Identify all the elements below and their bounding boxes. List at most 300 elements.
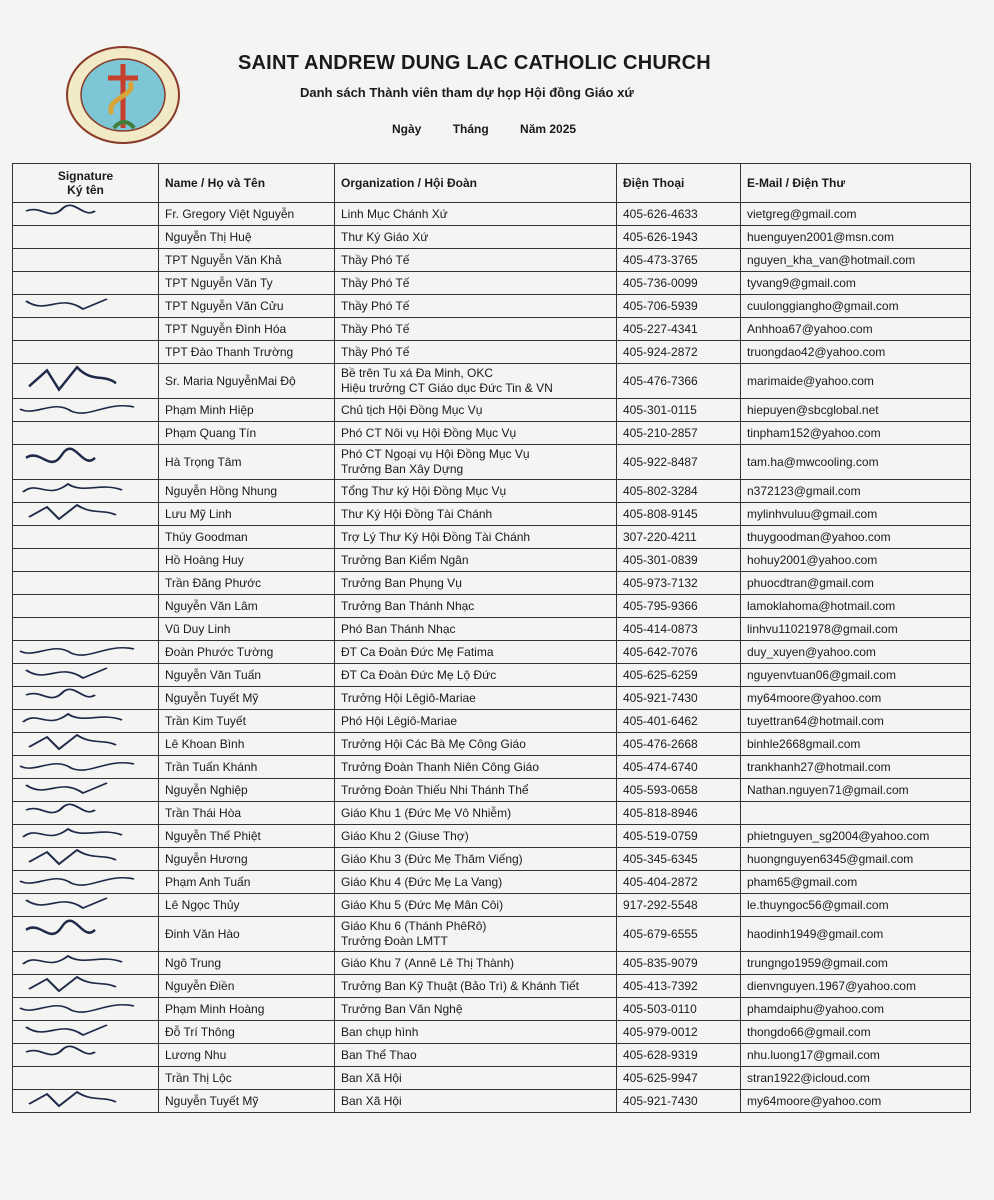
document-title: SAINT ANDREW DUNG LAC CATHOLIC CHURCH (238, 52, 711, 74)
member-organization (335, 203, 617, 226)
member-name: Nguyễn Văn Lâm (159, 595, 335, 618)
table-row (13, 1021, 971, 1044)
signature-cell (13, 825, 159, 848)
member-email: trankhanh27@hotmail.com (741, 756, 971, 779)
signature-cell (13, 802, 159, 825)
handwritten-signature (17, 641, 137, 661)
member-organization (335, 572, 617, 595)
organization-line: Trưởng Hội Lêgiô-Mariae (341, 691, 476, 705)
member-email: phietnguyen_sg2004@yahoo.com (741, 825, 971, 848)
member-name: Phạm Minh Hoàng (159, 998, 335, 1021)
member-organization (335, 503, 617, 526)
signature-cell (13, 572, 159, 595)
signature-cell (13, 641, 159, 664)
organization-line: Thầy Phó Tế (341, 299, 410, 313)
member-name: Lê Ngọc Thủy (159, 894, 335, 917)
member-name: Ngô Trung (159, 952, 335, 975)
organization-line-2: Trưởng Đoàn LMTT (341, 934, 448, 948)
signature-cell (13, 710, 159, 733)
handwritten-signature (17, 917, 137, 949)
member-email: binhle2668gmail.com (741, 733, 971, 756)
signature-cell (13, 249, 159, 272)
date-year-label: Năm 2025 (520, 122, 577, 136)
member-organization (335, 445, 617, 480)
member-phone: 405-921-7430 (617, 687, 741, 710)
table-row (13, 203, 971, 226)
signature-cell (13, 480, 159, 503)
member-phone: 405-625-6259 (617, 664, 741, 687)
member-organization (335, 917, 617, 952)
handwritten-signature (17, 756, 137, 776)
member-phone: 405-210-2857 (617, 422, 741, 445)
member-email: le.thuyngoc56@gmail.com (741, 894, 971, 917)
member-phone: 405-227-4341 (617, 318, 741, 341)
member-organization (335, 756, 617, 779)
member-organization (335, 802, 617, 825)
member-phone: 405-474-6740 (617, 756, 741, 779)
signature-cell (13, 341, 159, 364)
handwritten-signature (17, 664, 137, 684)
organization-line: Trưởng Ban Văn Nghệ (341, 1002, 463, 1016)
member-name: Phạm Anh Tuấn (159, 871, 335, 894)
table-row (13, 272, 971, 295)
organization-line: Phó CT Ngoại vụ Hội Đồng Mục Vụ (341, 447, 530, 461)
table-row (13, 1090, 971, 1113)
table-row (13, 341, 971, 364)
signature-cell (13, 998, 159, 1021)
member-organization (335, 480, 617, 503)
organization-line: Trưởng Ban Phụng Vụ (341, 576, 462, 590)
table-row (13, 664, 971, 687)
organization-line: Ban Xã Hội (341, 1094, 402, 1108)
document-subtitle: Danh sách Thành viên tham dự họp Hội đồng Giáo xứ (300, 85, 634, 100)
member-name: Nguyễn Nghiệp (159, 779, 335, 802)
member-name: TPT Nguyễn Văn Cửu (159, 295, 335, 318)
member-phone: 405-835-9079 (617, 952, 741, 975)
phone-header: Điện Thoại (617, 164, 741, 203)
member-name: TPT Đào Thanh Trường (159, 341, 335, 364)
member-name: Hà Trọng Tâm (159, 445, 335, 480)
member-email: thuygoodman@yahoo.com (741, 526, 971, 549)
member-email: nhu.luong17@gmail.com (741, 1044, 971, 1067)
organization-line: Thầy Phó Tế (341, 276, 410, 290)
member-organization (335, 1090, 617, 1113)
member-organization (335, 952, 617, 975)
organization-line: Giáo Khu 3 (Đức Mẹ Thăm Viếng) (341, 852, 523, 866)
member-phone: 405-979-0012 (617, 1021, 741, 1044)
organization-line: Trưởng Ban Kiểm Ngân (341, 553, 469, 567)
member-email: tam.ha@mwcooling.com (741, 445, 971, 480)
member-name: Vũ Duy Linh (159, 618, 335, 641)
member-name: Phạm Minh Hiệp (159, 399, 335, 422)
table-row (13, 445, 971, 480)
signature-cell (13, 687, 159, 710)
org-header: Organization / Hội Đoàn (335, 164, 617, 203)
handwritten-signature (17, 364, 137, 396)
signature-cell (13, 399, 159, 422)
member-email: duy_xuyen@yahoo.com (741, 641, 971, 664)
member-organization (335, 664, 617, 687)
handwritten-signature (17, 480, 137, 500)
member-email: huongnguyen6345@gmail.com (741, 848, 971, 871)
organization-line: Thư Ký Hội Đồng Tài Chánh (341, 507, 493, 521)
member-email: haodinh1949@gmail.com (741, 917, 971, 952)
handwritten-signature (17, 825, 137, 845)
signature-cell (13, 917, 159, 952)
member-email: phuocdtran@gmail.com (741, 572, 971, 595)
table-row (13, 802, 971, 825)
member-phone: 405-818-8946 (617, 802, 741, 825)
member-email: lamoklahoma@hotmail.com (741, 595, 971, 618)
signature-header-label-vi: Ký tên (67, 183, 104, 197)
member-name: Trần Thái Hòa (159, 802, 335, 825)
member-email: n372123@gmail.com (741, 480, 971, 503)
handwritten-signature (17, 399, 137, 419)
signature-header (13, 164, 159, 203)
member-phone: 405-301-0839 (617, 549, 741, 572)
member-phone: 405-808-9145 (617, 503, 741, 526)
table-row (13, 618, 971, 641)
member-name: Thúy Goodman (159, 526, 335, 549)
member-organization (335, 1021, 617, 1044)
handwritten-signature (17, 998, 137, 1018)
member-organization (335, 1044, 617, 1067)
table-row (13, 595, 971, 618)
signature-header-label: Signature (57, 169, 114, 183)
handwritten-signature (17, 445, 137, 477)
organization-line: Trưởng Ban Thánh Nhạc (341, 599, 475, 613)
table-row (13, 399, 971, 422)
handwritten-signature (17, 687, 137, 707)
member-email: stran1922@icloud.com (741, 1067, 971, 1090)
organization-line: Giáo Khu 4 (Đức Mẹ La Vang) (341, 875, 503, 889)
member-organization (335, 894, 617, 917)
organization-line: Thư Ký Giáo Xứ (341, 230, 429, 244)
member-organization (335, 595, 617, 618)
table-row (13, 975, 971, 998)
handwritten-signature (17, 733, 137, 753)
organization-line: Giáo Khu 2 (Giuse Thợ) (341, 829, 469, 843)
member-name: Trần Tuấn Khánh (159, 756, 335, 779)
table-row (13, 318, 971, 341)
table-row (13, 998, 971, 1021)
date-day-label: Ngày (392, 122, 422, 136)
organization-line-2: Hiệu trưởng CT Giáo dục Đức Tin & VN (341, 381, 553, 395)
table-row (13, 422, 971, 445)
member-email: my64moore@yahoo.com (741, 687, 971, 710)
organization-line: Bề trên Tu xá Đa Minh, OKC (341, 366, 494, 380)
table-row (13, 503, 971, 526)
handwritten-signature (17, 871, 137, 891)
member-organization (335, 422, 617, 445)
member-phone: 405-706-5939 (617, 295, 741, 318)
member-email: tuyettran64@hotmail.com (741, 710, 971, 733)
organization-line: Giáo Khu 6 (Thánh PhêRô) (341, 919, 487, 933)
organization-line: Trưởng Ban Kỹ Thuật (Bảo Trì) & Khánh Tiết (341, 979, 580, 993)
member-name: Fr. Gregory Việt Nguyễn (159, 203, 335, 226)
member-organization (335, 1067, 617, 1090)
table-row (13, 894, 971, 917)
table-row (13, 917, 971, 952)
table-row (13, 249, 971, 272)
signature-cell (13, 756, 159, 779)
handwritten-signature (17, 848, 137, 868)
signature-cell (13, 203, 159, 226)
member-name: Sr. Maria NguyễnMai Độ (159, 364, 335, 399)
member-name: Nguyễn Hồng Nhung (159, 480, 335, 503)
member-organization (335, 733, 617, 756)
member-name: Nguyễn Thị Huệ (159, 226, 335, 249)
table-row (13, 1044, 971, 1067)
member-email: marimaide@yahoo.com (741, 364, 971, 399)
member-phone: 405-626-4633 (617, 203, 741, 226)
member-organization (335, 998, 617, 1021)
signature-cell (13, 422, 159, 445)
member-phone: 405-625-9947 (617, 1067, 741, 1090)
member-email: phamdaiphu@yahoo.com (741, 998, 971, 1021)
member-phone: 405-301-0115 (617, 399, 741, 422)
member-organization (335, 226, 617, 249)
table-row (13, 295, 971, 318)
member-name: TPT Nguyễn Đình Hóa (159, 318, 335, 341)
member-email: pham65@gmail.com (741, 871, 971, 894)
member-organization (335, 710, 617, 733)
member-phone: 405-626-1943 (617, 226, 741, 249)
signature-cell (13, 272, 159, 295)
name-header: Name / Họ và Tên (159, 164, 335, 203)
member-phone: 405-921-7430 (617, 1090, 741, 1113)
email-header: E-Mail / Điện Thư (741, 164, 971, 203)
table-row (13, 364, 971, 399)
organization-line: Trợ Lý Thư Ký Hội Đồng Tài Chánh (341, 530, 531, 544)
organization-line-2: Trưởng Ban Xây Dựng (341, 462, 464, 476)
member-phone: 405-802-3284 (617, 480, 741, 503)
member-name: Trần Thị Lộc (159, 1067, 335, 1090)
table-row (13, 1067, 971, 1090)
member-organization (335, 272, 617, 295)
member-name: Nguyễn Hương (159, 848, 335, 871)
organization-line: Giáo Khu 7 (Annê Lê Thị Thành) (341, 956, 515, 970)
organization-line: Linh Mục Chánh Xứ (341, 207, 448, 221)
handwritten-signature (17, 1090, 137, 1110)
signature-cell (13, 1044, 159, 1067)
organization-line: Thầy Phó Tế (341, 345, 410, 359)
member-organization (335, 825, 617, 848)
member-phone: 307-220-4211 (617, 526, 741, 549)
member-phone: 405-413-7392 (617, 975, 741, 998)
signature-cell (13, 318, 159, 341)
member-phone: 405-401-6462 (617, 710, 741, 733)
date-month-label: Tháng (452, 122, 489, 136)
table-row (13, 733, 971, 756)
table-row (13, 572, 971, 595)
organization-line: Phó Hội Lêgiô-Mariae (341, 714, 458, 728)
signature-cell (13, 595, 159, 618)
member-organization (335, 399, 617, 422)
member-email: mylinhvuluu@gmail.com (741, 503, 971, 526)
signature-cell (13, 733, 159, 756)
member-name: Lưu Mỹ Linh (159, 503, 335, 526)
member-phone: 405-628-9319 (617, 1044, 741, 1067)
signature-cell (13, 952, 159, 975)
member-phone: 405-924-2872 (617, 341, 741, 364)
table-row (13, 641, 971, 664)
member-email: cuulonggiangho@gmail.com (741, 295, 971, 318)
table-header-row (13, 164, 971, 203)
table-body (13, 203, 971, 1113)
member-phone: 405-473-3765 (617, 249, 741, 272)
signature-cell (13, 975, 159, 998)
member-phone: 405-922-8487 (617, 445, 741, 480)
handwritten-signature (17, 503, 137, 523)
handwritten-signature (17, 802, 137, 822)
member-email: tinpham152@yahoo.com (741, 422, 971, 445)
member-phone: 405-736-0099 (617, 272, 741, 295)
organization-line: Ban Xã Hội (341, 1071, 402, 1085)
signature-cell (13, 779, 159, 802)
signature-cell (13, 1021, 159, 1044)
member-organization (335, 618, 617, 641)
table-row (13, 848, 971, 871)
handwritten-signature (17, 1044, 137, 1064)
member-email: dienvnguyen.1967@yahoo.com (741, 975, 971, 998)
attendance-table (12, 163, 971, 1113)
handwritten-signature (17, 952, 137, 972)
table-row (13, 952, 971, 975)
member-phone: 405-973-7132 (617, 572, 741, 595)
organization-line: Thầy Phó Tế (341, 253, 410, 267)
member-phone: 917-292-5548 (617, 894, 741, 917)
handwritten-signature (17, 894, 137, 914)
handwritten-signature (17, 779, 137, 799)
member-phone: 405-795-9366 (617, 595, 741, 618)
organization-line: Trưởng Đoàn Thanh Niên Công Giáo (341, 760, 540, 774)
member-phone: 405-404-2872 (617, 871, 741, 894)
organization-line: ĐT Ca Đoàn Đức Mẹ Fatima (341, 645, 494, 659)
organization-line: Giáo Khu 1 (Đức Mẹ Vô Nhiễm) (341, 806, 512, 820)
table-row (13, 756, 971, 779)
organization-line: Ban chụp hình (341, 1025, 419, 1039)
member-email: trungngo1959@gmail.com (741, 952, 971, 975)
member-name: Lê Khoan Bình (159, 733, 335, 756)
member-name: Nguyễn Tuyết Mỹ (159, 687, 335, 710)
organization-line: Thầy Phó Tế (341, 322, 410, 336)
handwritten-signature (17, 203, 137, 223)
organization-line: Chủ tịch Hội Đồng Mục Vụ (341, 403, 483, 417)
member-email: tyvang9@gmail.com (741, 272, 971, 295)
member-phone: 405-414-0873 (617, 618, 741, 641)
signature-cell (13, 295, 159, 318)
member-phone: 405-679-6555 (617, 917, 741, 952)
table-row (13, 825, 971, 848)
member-phone: 405-642-7076 (617, 641, 741, 664)
member-organization (335, 526, 617, 549)
table-row (13, 779, 971, 802)
member-name: Lương Nhu (159, 1044, 335, 1067)
member-name: Đinh Văn Hào (159, 917, 335, 952)
table-row (13, 871, 971, 894)
member-email: truongdao42@yahoo.com (741, 341, 971, 364)
organization-line: Trưởng Hội Các Bà Mẹ Công Giáo (341, 737, 526, 751)
handwritten-signature (17, 1021, 137, 1041)
member-name: Nguyễn Văn Tuấn (159, 664, 335, 687)
member-email: vietgreg@gmail.com (741, 203, 971, 226)
member-email: hohuy2001@yahoo.com (741, 549, 971, 572)
member-email: nguyen_kha_van@hotmail.com (741, 249, 971, 272)
member-organization (335, 687, 617, 710)
member-phone: 405-503-0110 (617, 998, 741, 1021)
signature-cell (13, 618, 159, 641)
table-row (13, 710, 971, 733)
member-phone: 405-345-6345 (617, 848, 741, 871)
table-row (13, 526, 971, 549)
organization-line: Tổng Thư ký Hội Đồng Mục Vụ (341, 484, 507, 498)
member-organization (335, 549, 617, 572)
member-name: Nguyễn Tuyết Mỹ (159, 1090, 335, 1113)
handwritten-signature (17, 295, 137, 315)
date-line (392, 122, 576, 136)
member-email: Anhhoa67@yahoo.com (741, 318, 971, 341)
signature-cell (13, 364, 159, 399)
member-organization (335, 364, 617, 399)
handwritten-signature (17, 975, 137, 995)
church-logo (64, 44, 182, 146)
signature-cell (13, 871, 159, 894)
member-name: Đỗ Trí Thông (159, 1021, 335, 1044)
signature-cell (13, 503, 159, 526)
signature-cell (13, 894, 159, 917)
member-name: TPT Nguyễn Văn Khả (159, 249, 335, 272)
member-email: my64moore@yahoo.com (741, 1090, 971, 1113)
signature-cell (13, 664, 159, 687)
signature-cell (13, 226, 159, 249)
member-name: Phạm Quang Tín (159, 422, 335, 445)
member-email: hiepuyen@sbcglobal.net (741, 399, 971, 422)
member-phone: 405-476-7366 (617, 364, 741, 399)
member-phone: 405-519-0759 (617, 825, 741, 848)
signature-cell (13, 526, 159, 549)
member-email: Nathan.nguyen71@gmail.com (741, 779, 971, 802)
member-email: thongdo66@gmail.com (741, 1021, 971, 1044)
member-name: Nguyễn Thế Phiệt (159, 825, 335, 848)
member-organization (335, 871, 617, 894)
member-name: Trần Kim Tuyết (159, 710, 335, 733)
member-name: TPT Nguyễn Văn Ty (159, 272, 335, 295)
member-organization (335, 318, 617, 341)
member-name: Hồ Hoàng Huy (159, 549, 335, 572)
signature-cell (13, 848, 159, 871)
organization-line: Trưởng Đoàn Thiếu Nhi Thánh Thể (341, 783, 529, 797)
member-phone: 405-476-2668 (617, 733, 741, 756)
member-phone: 405-593-0658 (617, 779, 741, 802)
table-row (13, 480, 971, 503)
signature-cell (13, 445, 159, 480)
signature-cell (13, 1067, 159, 1090)
member-organization (335, 295, 617, 318)
member-email: huenguyen2001@msn.com (741, 226, 971, 249)
member-organization (335, 779, 617, 802)
member-organization (335, 249, 617, 272)
table-row (13, 226, 971, 249)
member-email (741, 802, 971, 825)
signature-cell (13, 1090, 159, 1113)
member-organization (335, 641, 617, 664)
signature-cell (13, 549, 159, 572)
table-row (13, 687, 971, 710)
member-name: Nguyễn Điền (159, 975, 335, 998)
organization-line: Ban Thể Thao (341, 1048, 417, 1062)
organization-line: Phó Ban Thánh Nhạc (341, 622, 456, 636)
